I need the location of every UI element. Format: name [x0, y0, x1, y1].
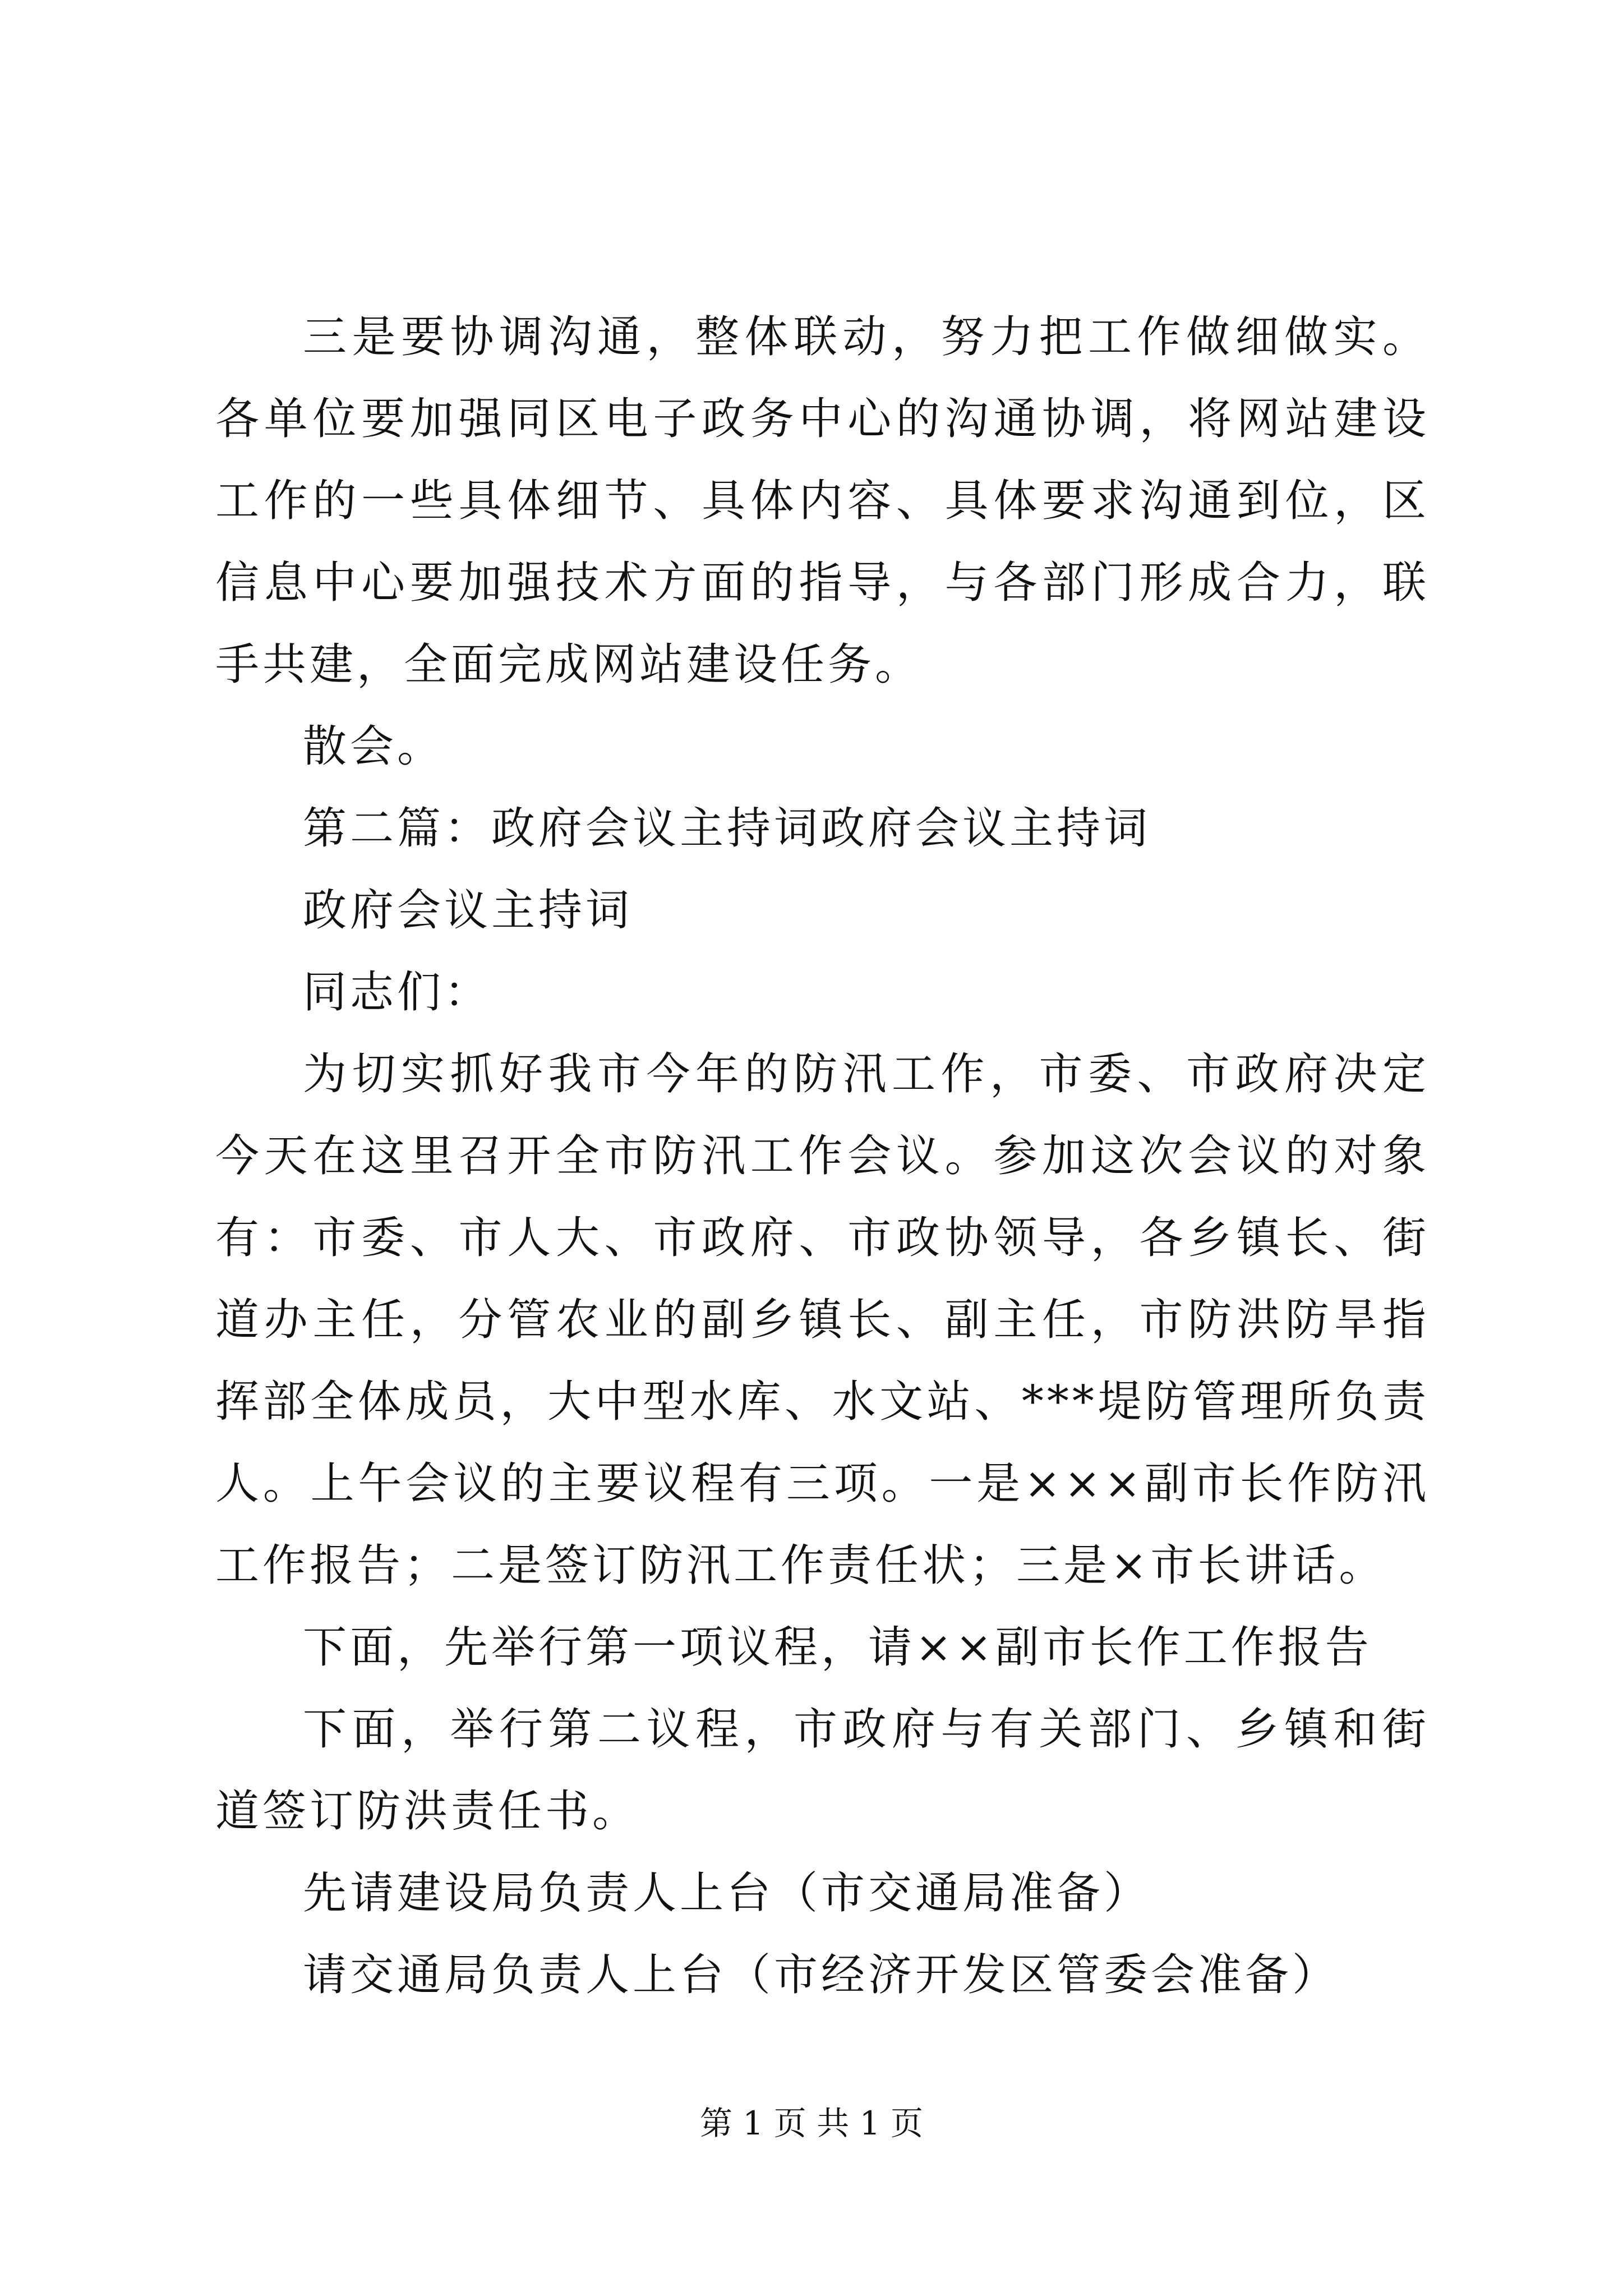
section-heading: 第二篇：政府会议主持词政府会议主持词	[303, 803, 1151, 854]
salutation: 同志们：	[303, 967, 492, 1018]
paragraph-transport-bureau: 请交通局负责人上台（市经济开发区管委会准备）	[303, 1950, 1340, 2000]
paragraph-agenda-item-1: 下面，先举行第一项议程，请××副市长作工作报告	[303, 1622, 1372, 1673]
paragraph-adjourn: 散会。	[303, 721, 445, 772]
paragraph-agenda-item-2: 下面，举行第二议程，市政府与有关部门、乡镇和街道签订防洪责任书。	[215, 1704, 1430, 1837]
page-footer: 第 1 页 共 1 页	[700, 2104, 923, 2142]
document-body	[215, 296, 1430, 2016]
paragraph-construction-bureau: 先请建设局负责人上台（市交通局准备）	[303, 1868, 1151, 1918]
paragraph-coordination: 三是要协调沟通，整体联动，努力把工作做细做实。各单位要加强同区电子政务中心的沟通协调，将网站建设工作的一些具体细节、具体内容、具体要求沟通到位，区信息中心要加强技术方面的指导，与各部门形成合力，联手共建，全面完成网站建设任务。	[215, 312, 1430, 690]
paragraph-meeting-intro: 为切实抓好我市今年的防汛工作，市委、市政府决定今天在这里召开全市防汛工作会议。参加这次会议的对象有：市委、市人大、市政府、市政协领导，各乡镇长、街道办主任，分管农业的副乡镇长、副主任，市防洪防旱指挥部全体成员，大中型水库、水文站、***堤防管理所负责人。上午会议的主要议程有三项。一是×××副市长作防汛工作报告；二是签订防汛工作责任状；三是×市长讲话。	[215, 1049, 1430, 1591]
document-title: 政府会议主持词	[303, 885, 633, 936]
